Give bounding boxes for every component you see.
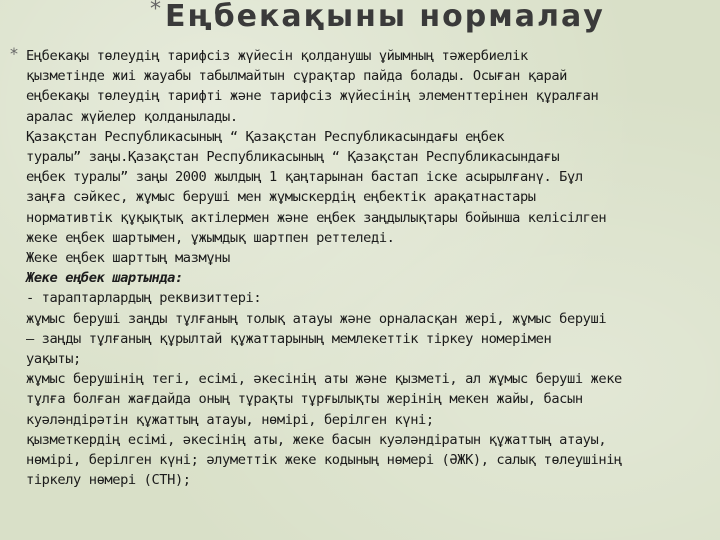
body-line: жұмыс берушінің тегі, есімі, әкесінің аты және қызметі, ал жұмыс беруші жеке (26, 371, 622, 388)
body-line: нормативтік құқықтық актілермен және еңбек заңдылықтары бойынша келісілген (26, 209, 607, 226)
body-line: уақыты; (26, 351, 81, 368)
body-text (26, 46, 714, 490)
body-line: жұмыс беруші заңды тұлғаның толық атауы және орналасқан жері, жұмыс беруші (26, 310, 607, 327)
body-line: Еңбекақы төлеудің тарифсіз жүйесін қолданушы ұйымның тәжербиелік (26, 48, 528, 64)
body-line: тұлға болған жағдайда оның тұрақты тұрғылықты жерінің мекен жайы, басын (26, 391, 583, 408)
body-line: еңбек туралы” заңы 2000 жылдың 1 қаңтарынан бастап іске асырылғанү. Бұл (26, 169, 583, 186)
body-line: туралы” заңы.Қазақстан Республикасының “ Қазақстан Республикасындағы (26, 149, 560, 166)
slide-title: Еңбекақыны нормалау (165, 0, 605, 34)
body-line: - тараптарлардың реквизиттері: (26, 290, 262, 307)
body-line: тіркелу нөмері (СТН); (26, 472, 191, 489)
subsection-heading: Жеке еңбек шартында: (26, 270, 183, 287)
slide-body (10, 46, 714, 490)
body-line: қызметкердің есімі, әкесінің аты, жеке басын куәләндіратын құжаттың атауы, (26, 431, 607, 448)
body-line: куәләндірәтін құжаттың атауы, нөмірі, берілген күні; (26, 411, 434, 428)
body-line: қызметінде жиі жауабы табылмайтын сұрақтар пайда болады. Осыған қарай (26, 68, 567, 85)
body-line: заңға сәйкес, жұмыс беруші мен жұмыскердің еңбектік арақатнастары (26, 189, 536, 206)
slide-title-row (150, 0, 605, 40)
body-bullet-star-icon: * (10, 44, 18, 63)
title-bullet-star-icon: * (150, 0, 161, 22)
body-line: жеке еңбек шартымен, ұжымдық шартпен реттеледі. (26, 229, 395, 246)
body-line: Қазақстан Республикасының “ Қазақстан Республикасындағы еңбек (26, 128, 505, 145)
body-line: – заңды тұлғаның құрылтай құжаттарының мемлекеттік тіркеу номерімен (26, 330, 552, 347)
section-heading: Жеке еңбек шарттың мазмұны (26, 250, 230, 267)
body-line: еңбекақы төлеудің тарифті және тарифсіз жүйесінің элементтерінен құралған (26, 88, 599, 105)
body-line: аралас жүйелер қолданылады. (26, 108, 238, 125)
body-line: нөмірі, берілген күні; әлуметтік жеке кодының нөмері (ӘЖК), салық төлеушінің (26, 452, 622, 469)
